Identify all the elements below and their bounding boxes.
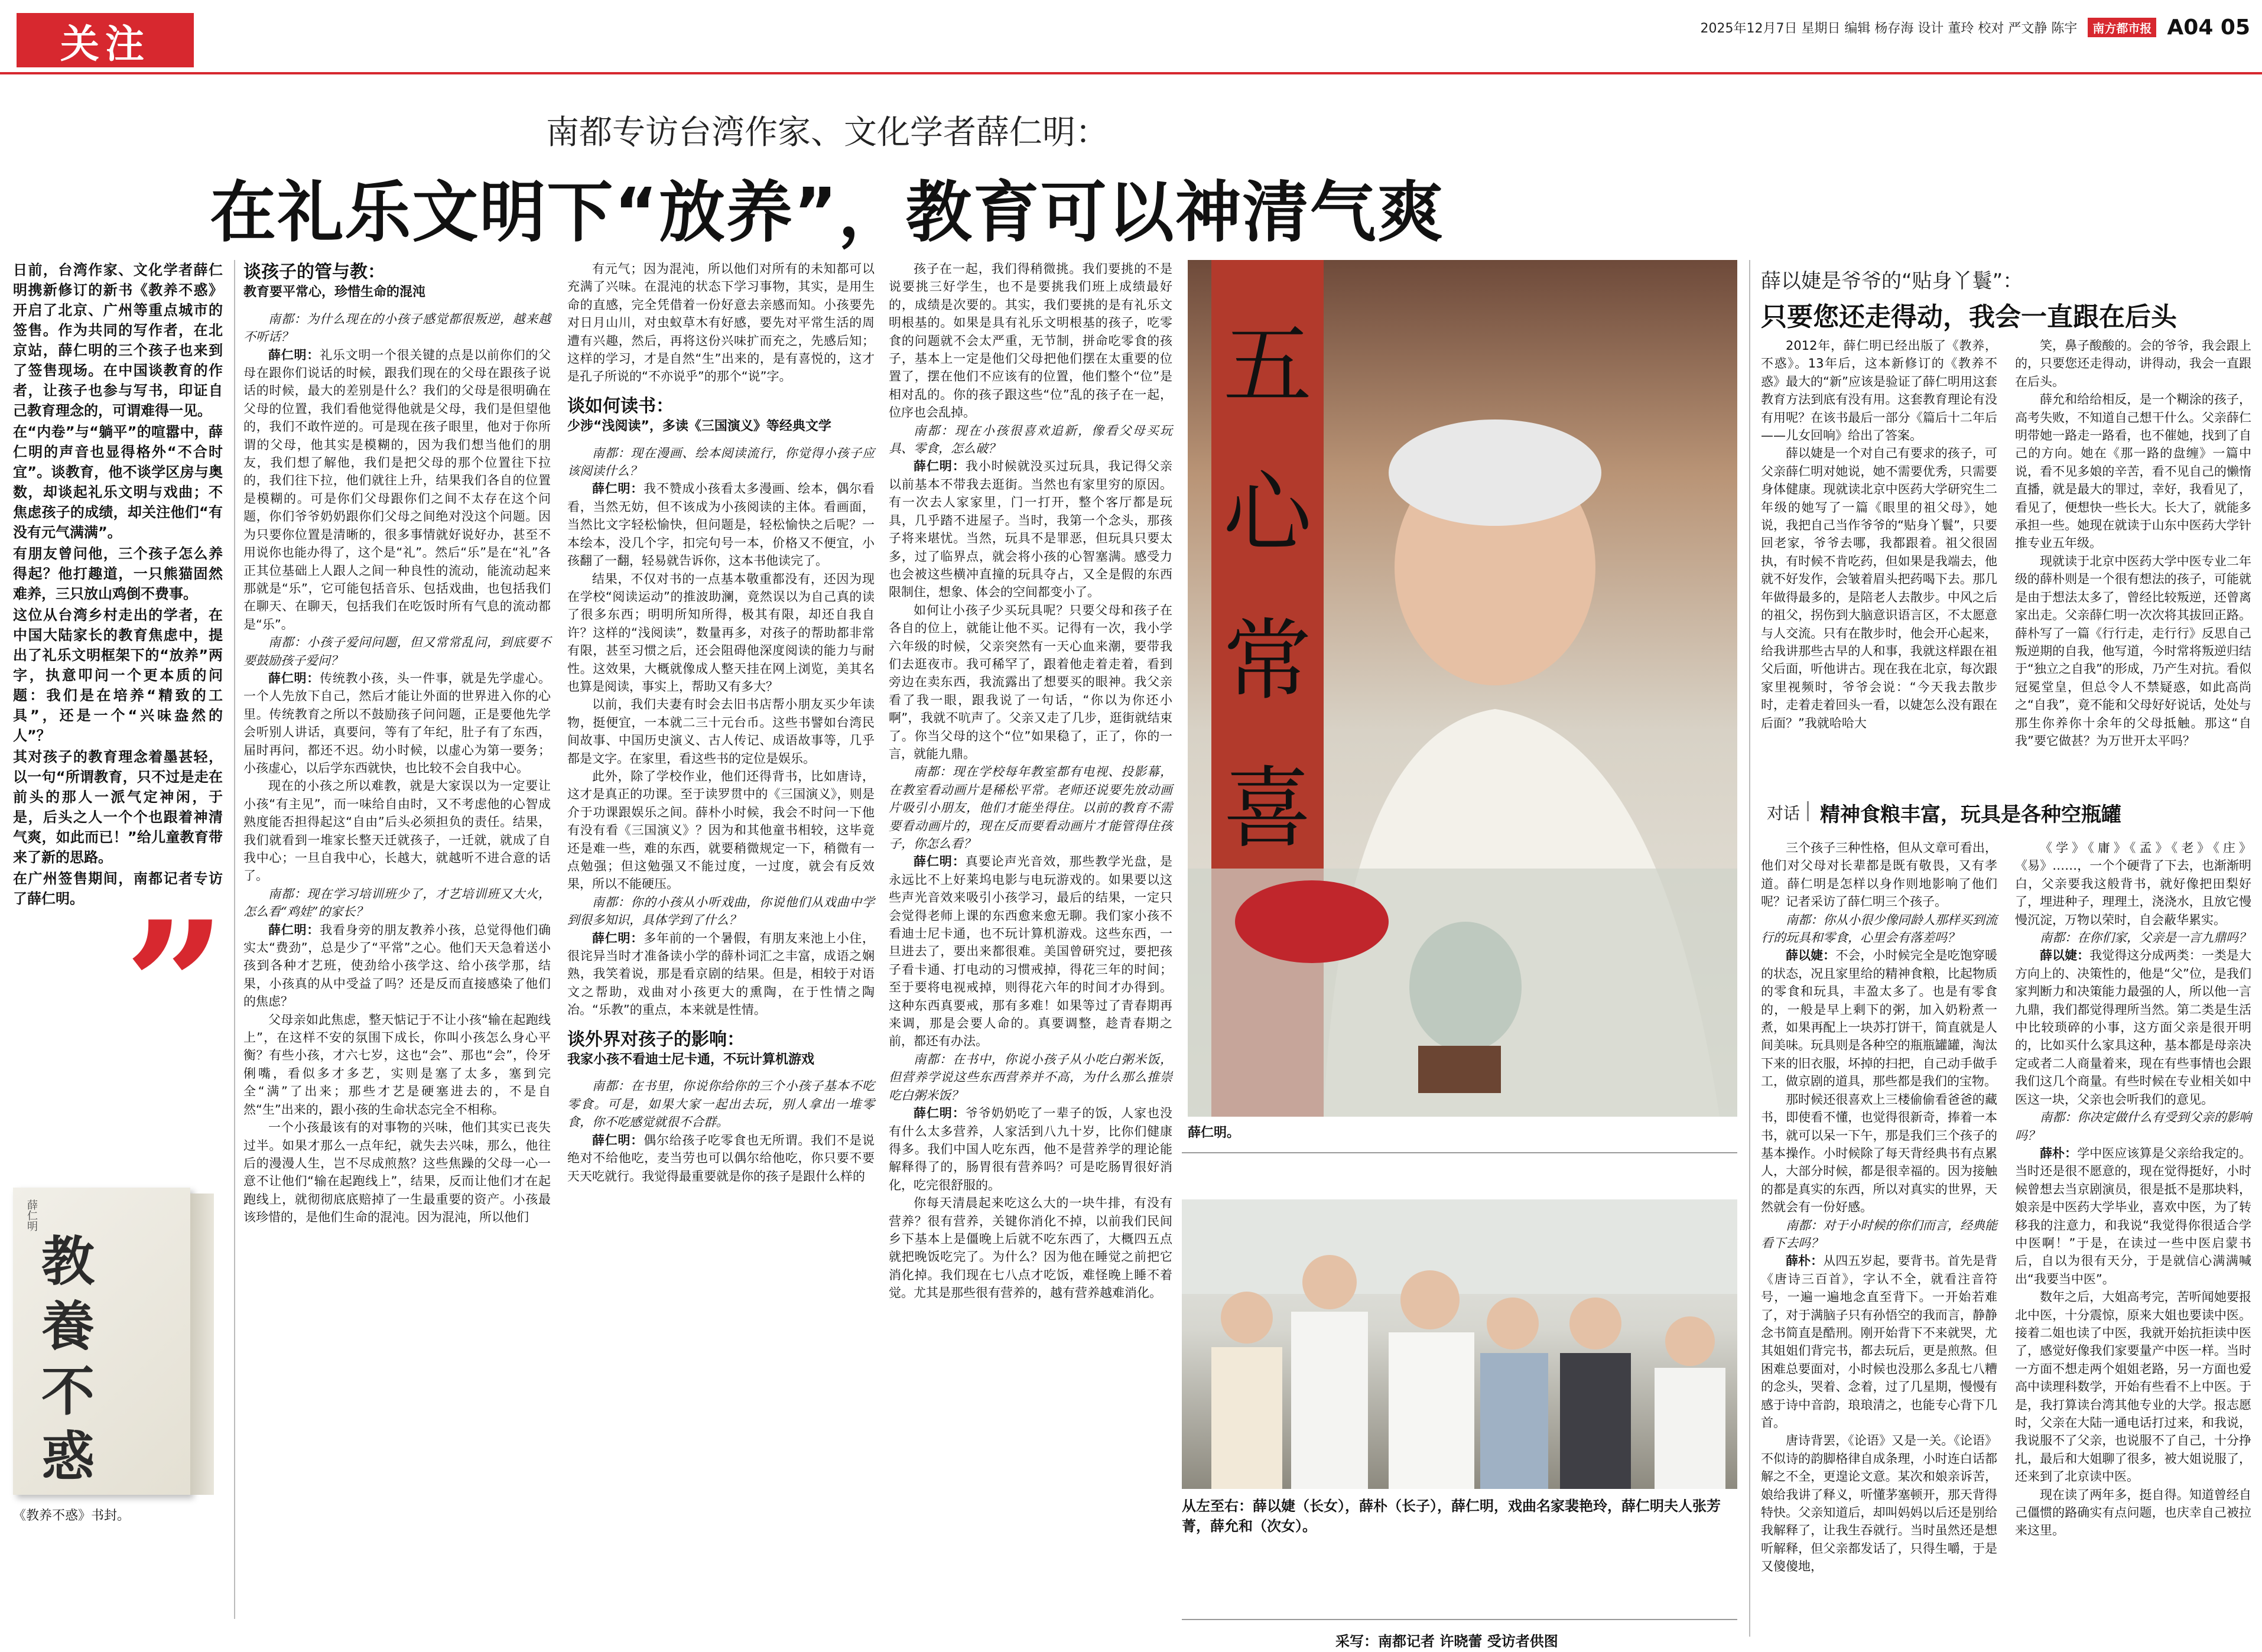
interview-answer xyxy=(243,669,551,777)
section-title: 谈孩子的管与教： xyxy=(243,262,385,282)
quote-mark-icon: ” xyxy=(124,882,226,1091)
interview-answer xyxy=(243,346,551,634)
interview-answer xyxy=(889,853,1172,1050)
answer-text: 传统教小孩，头一件事，就是先学虚心。一个人先放下自己，然后才能让外面的世界进入你的心里。传统教育之所以不鼓励孩子问问题，正是要他先学会听别人讲话，真要问，等有了年纪，肚子有了东西，届时再问，都还不迟。幼小时候，以虚心为第一要务；小孩虚心，以后学东西就快，也比较不会自我中心。 xyxy=(243,671,551,775)
interview-question: 南都：现在学校每年教室都有电视、投影幕，在教室看动画片是稀松平常。老师还说要先放动画片吸引小朋友，他们才能坐得住。以前的教育不需要看动画片的，现在反而要看动画片才能管得住孩子，你怎么看？ xyxy=(889,765,1172,851)
side-kicker: 薛以婕是爷爷的“贴身丫鬟”： xyxy=(1761,269,2023,293)
page-number: A04 05 xyxy=(2167,15,2250,40)
family-illustration xyxy=(1182,1199,1737,1489)
body-paragraph: 如何让小孩子少买玩具呢？只要父母和孩子在各自的位上，就能让他不买。记得有一次，我小学六年级的时候，父亲突然有一天心血来潮，要带我们去逛夜市。我可稀罕了，跟着他走着走着，看到旁边在卖东西，我流露出了想要买的眼神。我父亲看了我一眼，跟我说了一句话，“你以为你还小啊”，我就不吭声了。父亲又走了几步，逛街就结束了。你当父母的这个“位”如果稳了，正了，你的一言，就能九鼎。 xyxy=(889,603,1172,761)
book-author: 薛仁明 xyxy=(25,1199,38,1231)
speaker-label: 薛朴： xyxy=(1786,1254,1824,1269)
body-paragraph: 数年之后，大姐高考完，苦听闻她要报北中医，十分震惊，原来大姐也要读中医。接着二姐也读了中医，我就开始抗拒读中医了，感觉好像我们家要量产中医一样。当时一方面不想走两个姐姐老路，另一方面也爱高中读理科数学，开始有些看不上中医。于是，我打算读台湾其他专业的大学。报志愿时，父亲在大陆一通电话打过来，和我说，我说服不了父亲，也说服不了自己，十分挣扎，最后和大姐聊了很多，被大姐说服了，还来到了北京读中医。 xyxy=(2015,1290,2251,1484)
body-paragraph: 现在读了两年多，挺自得。知道曾经自己僵惯的路确实有点问题，也庆幸自己被拉来这里。 xyxy=(2015,1487,2251,1538)
lead-paragraph: 其对孩子的教育理念着墨甚轻，以一句“所谓教育，只不过是走在前头的那人一派气定神闲，于是，后头之人一个个也跟着神清气爽，如此而已！”给儿童教育带来了新的思路。 xyxy=(13,749,223,866)
speaker-label: 薛仁明： xyxy=(268,671,320,685)
answer-text: 我小时候就没买过玩具，我记得父亲以前基本不带我去逛街。当然也有家里穷的原因。有一次去人家家里，门一打开，整个客厅都是玩具，几乎踏不进屋子。当时，我第一个念头，那孩子将来堪忧。当然，玩具不是罪恶，但玩具只要太多，过了临界点，就会将小孩的心智塞满。感受力也会被这些横冲直撞的玩具夺占，又全是假的东西限制住，想象、体会的空间都变小了。 xyxy=(889,459,1173,600)
answer-text: 我觉得这分成两类：一类是大方向上的、决策性的，他是“父”位，是我们家判断力和决策能力最强的人，所以他一言九鼎，我们都觉得理所当然。第二类是生活中比较琐碎的小事，这方面父亲是很开明的，比如买什么家具这种，基本都是母亲决定或者二人商量着来，现在有些事情也会跟我们这几个商量。有些时候在专业相关如中医这一块，父亲也会听我们的意见。 xyxy=(2015,948,2251,1107)
body-paragraph: 笑，鼻子酸酸的。会的爷爷，我会跟上的，只要您还走得动，讲得动，我会一直跟在后头。 xyxy=(2015,339,2251,389)
answer-text: 礼乐文明一个很关键的点是以前你们的父母在跟你们说话的时候，跟我们现在的父母在跟孩子说话的时候，最大的差别是什么？我们的父母是很明确在父母的位置，我们看他觉得他就是父母，我们是但望他的，我们不敢忤逆的。可是现在孩子眼里，他对于你所谓的父母，他其实是模糊的，因为我们想当他们的朋友，我们想了解他，我们是把父母的那个位置往下拉的，我们往下拉，他们就往上升，结果我们各自的位置是模糊的。可是你们父母跟你们之间不太存在这个问题，你们爷爷奶奶跟你们父母之间绝对没这个问题。因为只要你位置是清晰的，很多事情就好说好办，甚至不用说你也能办得了，这个是“礼”。然后“乐”是在“礼”各正其位基础上人跟人之间一种良性的流动，能流动起来那就是“乐”，它可能包括音乐、包括戏曲，也包括我们在聊天、在聊天，包括我们在吃饭时所有气息的流动都是“乐”。 xyxy=(243,347,551,632)
body-paragraph: 薛允和给给相反，是一个糊涂的孩子，高考失败，不知道自己想干什么。父亲薛仁明带她一路走一路看，也不催她，找到了自己的方向。她在《那一路的盘缠》一篇中说，看不见多娘的辛苦，看不见自己的懒惰直播，就是最大的罪过，幸好，我看见了，看见了，便想快一些长大。长大了，就能多承担一些。她现在就读于山东中医药大学针推专业五年级。 xyxy=(2015,392,2251,551)
interview-question: 南都：对于小时候的你们而言，经典能看下去吗？ xyxy=(1761,1218,1997,1250)
banner-char-4: 喜 xyxy=(1223,757,1312,860)
body-paragraph: 此外，除了学校作业，他们还得背书，比如唐诗，这才是真正的功课。至于读罗贯中的《三国演义》，则是介于功课跟娱乐之间。薛朴小时候，我会不时问一下他有没有看《三国演义》？因为和其他童书相较，这毕竟还是难一些，难的东西，就要稍微规定一下，稍微有一点勉强；但这勉强又不能过度，一过度，就会有反效果，所以不能硬压。 xyxy=(567,769,875,892)
newspaper-logo: 南方都市报 xyxy=(2088,18,2156,37)
banner-char-2: 心 xyxy=(1223,462,1312,565)
section-subtitle: 少涉“浅阅读”，多读《三国演义》等经典文学 xyxy=(567,419,831,434)
column-rule xyxy=(1749,260,1750,1637)
column-6 xyxy=(1761,839,1997,1643)
speaker-label: 薛仁明： xyxy=(914,1106,966,1121)
body-paragraph: 一个小孩最该有的对事物的兴味，他们其实已丧失过半。如果才那么一点年纪，就失去兴味，那么，他往后的漫漫人生，岂不尽成煎熬？这些焦躁的父母一心一意不让他们“输在起跑线上”，结果，反而让他们才在起跑线上，就彻彻底底赔掉了一生最重要的资产。小孩最该珍惜的，是他们生命的混沌。因为混沌，所以他们 xyxy=(243,1120,551,1225)
photo-divider xyxy=(1182,1152,1737,1153)
column-7 xyxy=(2015,839,2251,1643)
lead-paragraph: 在“内卷”与“躺平”的喧嚣中，薛仁明的声音也显得格外“不合时宜”。谈教育，他不谈学区房与奥数，却谈起礼乐文明与戏曲；不焦虑孩子的成绩，却关注他们“有没有元气满满”。 xyxy=(13,424,223,541)
interview-answer xyxy=(1761,947,1997,1090)
speaker-label: 薛仁明： xyxy=(914,854,966,869)
book-title: 教養不惑 xyxy=(41,1230,95,1488)
body-paragraph: 薛以婕是一个对自己有要求的孩子，可父亲薛仁明对她说，她不需要优秀，只需要身体健康。现就读北京中医药大学研究生二年级的她写了一篇《眼里的祖父母》，她说，我把自己当作爷爷的“贴身丫鬟”，只要回老家，爷爷去哪，我都跟着。祖父很固执，有时候不肯吃药，但如果是我端去，他就不好发作，会皱着眉头把药喝下去。那几年做得最多的，是陪老人去散步。中风之后的祖父，拐伤到大脑意识语言区，不太愿意与人交流。只有在散步时，他会开心起来，给我讲那些古早的人和事，我就这样跟在祖父后面，听他讲古。现在我在北京，每次跟家里视频时，爷爷会说：“今天我去散步时，走着走着回头一看，以婕怎么没有跟在后面？”我就哈哈大 xyxy=(1761,446,1997,730)
section-title: 谈如何读书： xyxy=(567,395,674,417)
interview-question: 南都：在你们家，父亲是一言九鼎吗？ xyxy=(2040,931,2251,945)
interview-answer xyxy=(567,480,875,570)
body-paragraph: 2012年，薛仁明已经出版了《教养，不惑》。13年后，这本新修订的《教养不惑》最大的“新”应该是验证了薛仁明用这套教育方法到底有没有用。这套教育理论有没有用呢？在该书最后一部分《篇后十二年后——儿女回响》给出了答案。 xyxy=(1761,339,1997,443)
speaker-label: 薛以婕： xyxy=(1786,948,1836,963)
column-4 xyxy=(1761,337,1997,786)
interview-question: 南都：在书中，你说小孩子从小吃白粥米饭，但营养学说这些东西营养并不高，为什么那么推崇吃白粥米饭？ xyxy=(889,1052,1172,1103)
answer-text: 多年前的一个暑假，有朋友来池上小住，很诧异当时才准备读小学的薛朴词汇之丰富，成语之娴熟，我笑着说，那是看京剧的结果。但是，相较于对语文之帮助，戏曲对小孩更大的熏陶，在于性情之陶冶。“乐教”的重点，本来就是性情。 xyxy=(567,931,875,1017)
issue-meta: 2025年12月7日 星期日 编辑 杨存海 设计 董玲 校对 严文静 陈宇 xyxy=(1700,21,2078,36)
answer-text: 我看身旁的朋友教养小孩，总觉得他们确实太“费劲”，总是少了“平常”之心。他们天天急着送小孩到各种才艺班，使劲给小孩学这、给小孩学那，结果，小孩真的从中受益了吗？还是反而直接感染了他们的焦虑？ xyxy=(243,922,551,1009)
body-paragraph: 现在的小孩之所以难教，就是大家误以为一定要让小孩“有主见”，而一味给自由时，又不考虑他的心智成熟度能否担得起这“自由”后头必须担负的责任。结果，我们就看到一堆家长整天迁就孩子，一迁就，就成了自我中心；一旦自我中心，长越大，就越听不进合意的话了。 xyxy=(243,779,551,883)
portrait-illustration xyxy=(1188,260,1737,1117)
column-3 xyxy=(889,260,1172,1631)
header-divider xyxy=(0,72,2262,74)
interview-answer xyxy=(889,1104,1172,1194)
interview-question: 南都：现在漫画、绘本阅读流行，你觉得小孩子应该阅读什么？ xyxy=(567,445,875,479)
answer-text: 爷爷奶奶吃了一辈子的饭，人家也没有什么太多营养，人家活到八九十岁，比你们健康得多。我们中国人吃东西，他不是营养学的理论能解释得了的，肠胃很有营养吗？可是吃肠胃很好消化，吃完很舒服的。 xyxy=(889,1106,1173,1192)
headline-kicker: 南都专访台湾作家、文化学者薛仁明： xyxy=(546,113,1109,152)
byline-credit: 采写：南都记者 许晓蕾 受访者供图 xyxy=(1335,1633,1558,1650)
body-paragraph: 三个孩子三种性格，但从文章可看出，他们对父母对长辈都是既有敬畏，又有孝道。薛仁明是怎样以身作则地影响了他们呢？记者采访了薛仁明三个孩子。 xyxy=(1761,841,1997,909)
interview-question: 南都：你的小孩从小听戏曲，你说他们从戏曲中学到很多知识，具体学到了什么？ xyxy=(567,895,875,928)
banner-char-3: 常 xyxy=(1223,610,1312,713)
section-subtitle: 教育要平常心，珍惜生命的混沌 xyxy=(243,285,426,300)
speaker-label: 薛以婕： xyxy=(2040,948,2090,963)
column-rule xyxy=(234,260,235,1619)
interview-question: 南都：你从小很少像同龄人那样买到流行的玩具和零食，心里会有落差吗？ xyxy=(1761,912,1997,945)
lead-paragraph: 在广州签售期间，南都记者专访了薛仁明。 xyxy=(13,870,223,907)
portrait-photo xyxy=(1188,260,1737,1117)
answer-text: 不会，小时候完全是吃饱穿暖的状态，况且家里给的精神食粮，比起物质的零食和玩具，丰盈太多了。也是有零食的，一般是早上剩下的粥，加入奶粉煮一煮，如果再配上一块苏打饼干，简直就是人间美味。玩具则是各种空的瓶瓶罐罐，淘汰下来的旧衣服，坏掉的扫把，自己动手做手工，做京剧的道具，那些都是我们的宝物。 xyxy=(1761,948,1997,1089)
section-title: 谈外界对孩子的影响： xyxy=(567,1029,745,1050)
section-tag: 关注 xyxy=(17,13,194,67)
section-subtitle: 我家小孩不看迪士尼卡通，不玩计算机游戏 xyxy=(567,1052,815,1068)
dialog-label-divider xyxy=(1807,801,1809,821)
interview-question: 南都：你决定做什么有受到父亲的影响吗？ xyxy=(2015,1110,2251,1143)
body-paragraph: 以前，我们夫妻有时会去旧书店帮小朋友买少年读物，挺便宜，一本就二三十元台币。这些书譬如台湾民间故事、中国历史演义、古人传记、成语故事等，几乎都是文字。在家里，看这些书的定位是娱乐。 xyxy=(567,697,875,766)
answer-text: 偶尔给孩子吃零食也无所谓。我们不是说绝对不给他吃，麦当劳也可以偶尔给他吃，你只要不要天天吃就行。我觉得最重要就是你的孩子是跟什么样的 xyxy=(567,1133,875,1183)
speaker-label: 薛仁明： xyxy=(268,347,320,362)
answer-text: 学中医应该算是父亲给我定的。当时还是很不愿意的，现在觉得挺好，小时候曾想去当京剧演员，很是抵不是那块料，娘亲是中医药大学毕业，喜欢中医，为了转移我的注意力，和我说“我觉得你很适合学中医啊！”于是，在读过一些中医启蒙书后，自以为很有天分，于是就信心满满喊出“我要当中医”。 xyxy=(2015,1146,2251,1286)
body-paragraph: 现就读于北京中医药大学中医专业二年级的薛朴则是一个很有想法的孩子，可能就是由于想法太多了，曾经比较叛逆，还曾离家出走。父亲薛仁明一次次将其拔回正路。薛朴写了一篇《行行走，走行行》反思自己叛逆期的自我，他写道，今时常将叛逆归结于“独立之自我”的形成，乃产生对抗。看似冠冕堂皇，但总令人不禁疑惑，如此高尚之“自我”，竟不能和父母好好说话，处处与那生你养你十余年的父母抵触。那这“自我”要它做甚？为万世开太平吗？ xyxy=(2015,554,2251,748)
banner-char-1: 五 xyxy=(1223,314,1312,417)
answer-text: 从四五岁起，要背书。首先是背《唐诗三百首》，字认不全，就看注音符号，一遍一遍地念直至背下。一开始若难了，对于满脑子只有孙悟空的我而言，静静念书简直是酷刑。刚开始背下不来就哭，尤其姐姐们背完书，都去玩后，更是煎熬。但困难总要面对，小时候也没那么多乱七八糟的念头，哭着、念着，过了几星期，慢慢有感于诗中音韵，琅琅清之，也能专心背下几首。 xyxy=(1761,1254,1997,1430)
interview-answer xyxy=(567,929,875,1019)
interview-question: 南都：现在学习培训班少了，才艺培训班又大火，怎么看“鸡娃”的家长？ xyxy=(243,886,551,919)
article-lead xyxy=(13,260,223,907)
speaker-label: 薛仁明： xyxy=(592,482,644,496)
interview-answer xyxy=(243,921,551,1011)
body-paragraph: 父母亲如此焦虑，整天惦记于不让小孩“输在起跑线上”，在这样不安的氛围下成长，你叫小孩怎么身心平衡？有些小孩，才六七岁，这也“会”、那也“会”，伶牙俐嘴，看似多才多艺，实则是塞了太多，塞到完全“满”了出来；那些才艺是硬塞进去的，不是自然“生”出来的，跟小孩的生命状态完全不相称。 xyxy=(243,1012,551,1117)
interview-answer xyxy=(2015,1144,2251,1288)
interview-question: 南都：在书里，你说你给你的三个小孩子基本不吃零食。可是，如果大家一起出去玩，别人拿出一堆零食，你不吃感觉就很不合群。 xyxy=(567,1079,875,1130)
interview-question: 南都：为什么现在的小孩子感觉都很叛逆，越来越不听话？ xyxy=(243,311,551,344)
portrait-caption: 薛仁明。 xyxy=(1188,1126,1240,1140)
family-photo xyxy=(1182,1199,1737,1489)
body-paragraph: 孩子在一起，我们得稍微挑。我们要挑的不是说要挑三好学生，也不是要挑我们班上成绩最好的，成绩是次要的。其实，我们要挑的是有礼乐文明根基的。如果是具有礼乐文明根基的孩子，吃零食的问题就不会太严重，无节制，拼命吃零食的孩子，基本上一定是他们父母把他们摆在太重要的位置了，摆在他们不应该有的位置，他们整个“位”是相对乱的。你的孩子跟这些“位”乱的孩子在一起，位序也会乱掉。 xyxy=(889,262,1172,420)
body-paragraph: 唐诗背罢，《论语》又是一关。《论语》不似诗的韵脚格律自成条理，小时连白话都解之不全，更遑论文意。某次和娘亲诉苦，娘给我讲了释义，听懂茅塞顿开，那天背得特快。父亲知道后，却叫妈妈以后还是别给我解释了，让我生吞就行。当时虽然还是想听解释，但父亲都发话了，只得生嚼，于是又傻傻地， xyxy=(1761,1433,1997,1574)
speaker-label: 薛仁明： xyxy=(592,931,644,945)
lead-paragraph: 有朋友曾问他，三个孩子怎么养得起？他打趣道，一只熊猫固然难养，三只放山鸡倒不费事。 xyxy=(13,545,223,602)
body-paragraph: 有元气；因为混沌，所以他们对所有的未知都可以充满了兴味。在混沌的状态下学习事物，其实，是用生命的直感，完全凭借着一份好意去亲感而知。小孩要先对日月山川，对虫蚁草木有好感，要先对平常生活的周遭有兴趣，然后，再将这份兴味扩而充之，先感后知；这样的学习，才是自然“生”出来的，是有喜悦的，这才是孔子所说的“不亦说乎”的那个“说”字。 xyxy=(567,262,875,384)
body-paragraph: 《学》《庸》《孟》《老》《庄》《易》……，一个个硬背了下去，也渐渐明白，父亲要我这般背书，就好像把田梨好了，埋进种子，理理土，浇浇水，且放它慢慢沉淀，万物以荣时，自会蔽华累实。 xyxy=(2015,841,2251,927)
column-5 xyxy=(2015,337,2251,786)
book-caption: 《教养不惑》书封。 xyxy=(13,1508,131,1523)
interview-answer xyxy=(1761,1252,1997,1432)
column-1 xyxy=(243,260,551,1631)
book-spine xyxy=(190,1194,214,1495)
interview-question: 南都：现在小孩很喜欢追新，像看父母买玩具、零食，怎么破？ xyxy=(889,423,1172,456)
interview-question: 南都：小孩子爱问问题，但又常常乱问，到底要不要鼓励孩子爱问？ xyxy=(243,635,551,668)
speaker-label: 薛朴： xyxy=(2040,1146,2078,1160)
body-paragraph: 你每天清晨起来吃这么大的一块牛排，有没有营养？很有营养，关键你消化不掉，以前我们民间乡下基本上是僵晚上后就不吃东西了，大概四五点就把晚饭吃完了。为什么？因为他在睡觉之前把它消化掉。我们现在七八点才吃饭，难怪晚上睡不着觉。尤其是那些很有营养的，越有营养越难消化。 xyxy=(889,1196,1172,1300)
answer-text: 真要论声光音效，那些教学光盘，是永远比不上好莱坞电影与电玩游戏的。如果要以这些声光音效来吸引小孩学习，最后的结果，一定只会觉得老师上课的东西愈来愈无聊。我们家小孩不看迪士尼卡通，也不玩计算机游戏。这些东西，一旦进去了，要出来都很难。美国曾研究过，要把孩子看卡通、打电动的习惯戒掉，得花三年的时间；至于要将电视戒掉，则得花六年的时间才办得到。这种东西真要戒，那有多难！如果等过了青春期再来调，那是会要人命的。真要调整，趁青春期之前，都还有办法。 xyxy=(889,854,1173,1049)
speaker-label: 薛仁明： xyxy=(268,922,320,937)
lead-paragraph: 这位从台湾乡村走出的学者，在中国大陆家长的教育焦虑中，提出了礼乐文明框架下的“放养”两字，执意叩问一个更本质的问题：我们是在培养“精致的工具”，还是一个“兴味盎然的人”？ xyxy=(13,607,223,744)
interview-answer xyxy=(567,1131,875,1185)
body-paragraph: 结果，不仅对书的一点基本敬重都没有，还因为现在学校“阅读运动”的推波助澜，竟然误以为自己真的读了很多东西；明明所知所得，极其有限，却还自我自许？这样的“浅阅读”，数量再多，对孩子的帮助都非常有限，甚至习惯之后，还会阻碍他深度阅读的能力与耐性。这效果，大概就像成人整天挂在网上浏览，美其名也算是阅读，事实上，帮助又有多大？ xyxy=(567,571,875,694)
side-headline: 只要您还走得动，我会一直跟在后头 xyxy=(1761,302,2177,332)
header-meta-bar xyxy=(1700,15,2250,40)
speaker-label: 薛仁明： xyxy=(914,459,966,474)
interview-answer xyxy=(2015,947,2251,1108)
headline-title: 在礼乐文明下“放养”，教育可以神清气爽 xyxy=(210,174,1445,251)
lead-paragraph: 日前，台湾作家、文化学者薛仁明携新修订的新书《教养不惑》开启了北京、广州等重点城市的签售。作为共同的写作者，在北京站，薛仁明的三个孩子也来到了签售现场。在中国谈教育的作者，让孩子也参与写书，印证自己教育理念的，可谓难得一见。 xyxy=(13,262,223,419)
body-paragraph: 那时候还很喜欢上三楼偷偷看爸爸的藏书，即使看不懂，也觉得很新奇，捧着一本书，就可以呆一下午，那是我们三个孩子的基本操作。小时候除了每天背经典书有点累人，大部分时候，都是很幸福的。因为接触的都是真实的东西，所以对真实的世界，天然就会有一份好感。 xyxy=(1761,1092,1997,1215)
answer-text: 我不赞成小孩看太多漫画、绘本，偶尔看看，当然无妨，但不该成为小孩阅读的主体。看画面，当然比文字轻松愉快，但问题是，轻松愉快之后呢？一本绘本，没几个字，扣完句号一本，价格又不便宜，小孩翻了一翻，轻易就告诉你，这本书他读完了。 xyxy=(567,482,875,568)
interview-answer xyxy=(889,457,1172,601)
family-caption: 从左至右：薛以婕（长女），薛朴（长子），薛仁明，戏曲名家裴艳玲，薛仁明夫人张芳菁，薛允和（次女）。 xyxy=(1182,1498,1721,1534)
credit-divider xyxy=(1182,1619,1737,1620)
speaker-label: 薛仁明： xyxy=(592,1133,644,1147)
dialog-label: 对话 xyxy=(1767,804,1800,823)
dialog-headline: 精神食粮丰富，玩具是各种空瓶罐 xyxy=(1820,803,2121,827)
column-2 xyxy=(567,260,875,1631)
